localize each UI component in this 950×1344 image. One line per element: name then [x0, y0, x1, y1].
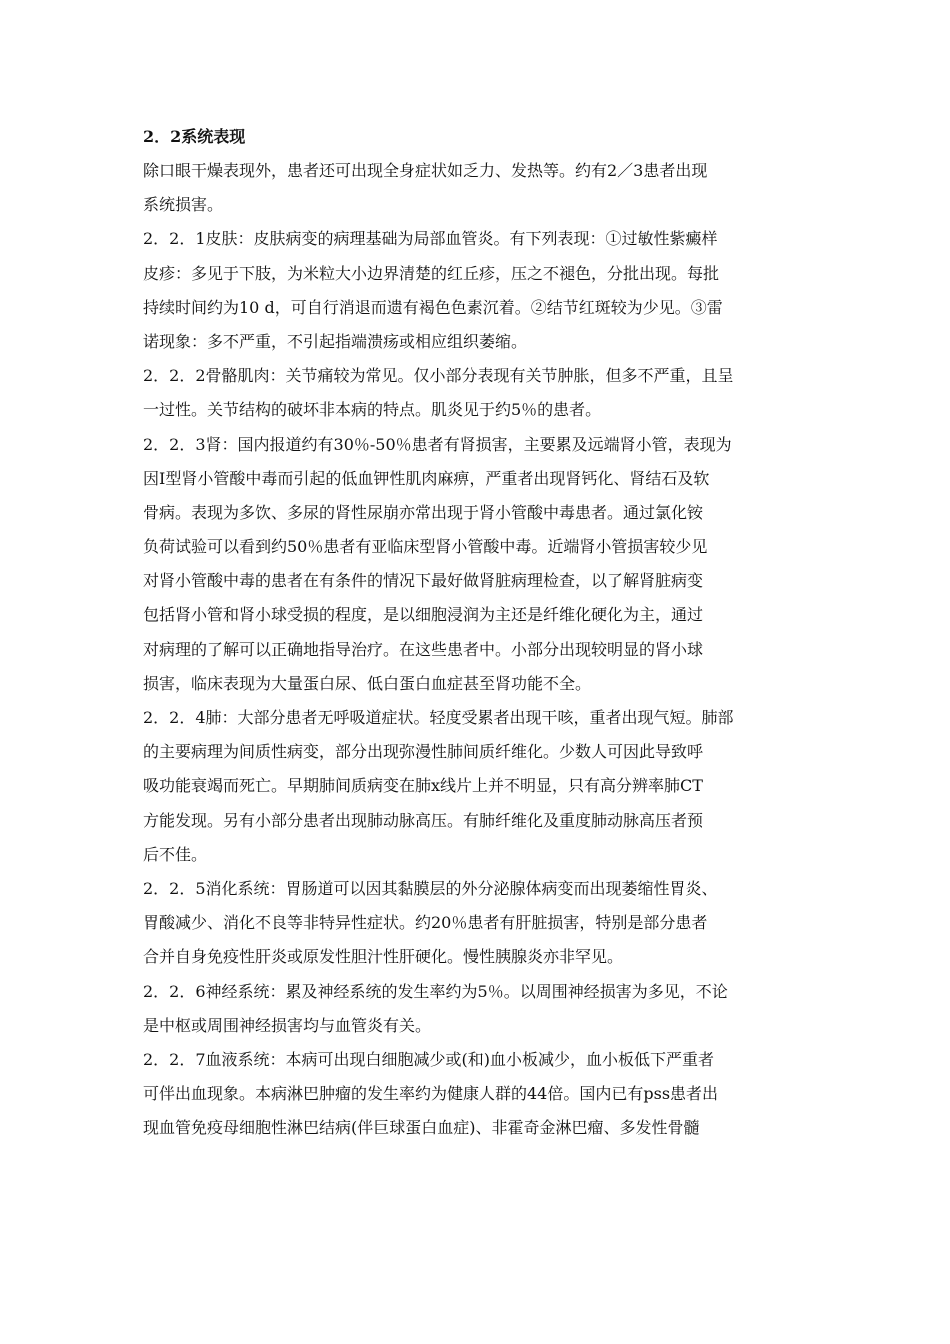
text-line: 2．2．6神经系统：累及神经系统的发生率约为5％。以周围神经损害为多见，不论	[143, 981, 728, 1001]
paragraph-intro	[143, 154, 808, 222]
text-line: 是中枢或周围神经损害均与血管炎有关。	[143, 1015, 432, 1035]
text-line: 2．2．2骨骼肌肉：关节痛较为常见。仅小部分表现有关节肿胀，但多不严重，且呈	[143, 366, 734, 386]
text-line: 除口眼干燥表现外，患者还可出现全身症状如乏力、发热等。约有2／3患者出现	[143, 161, 708, 180]
paragraph-blood	[143, 1043, 808, 1146]
document-page	[143, 120, 808, 1145]
section-heading: 2．2系统表现	[143, 127, 246, 146]
paragraph-kidney	[143, 428, 808, 702]
text-line: 骨病。表现为多饮、多尿的肾性尿崩亦常出现于肾小管酸中毒患者。通过氯化铵	[143, 502, 704, 522]
text-line: 系统损害。	[143, 195, 224, 215]
text-line: 现血管免疫母细胞性淋巴结病(伴巨球蛋白血症)、非霍奇金淋巴瘤、多发性骨髓	[143, 1118, 700, 1138]
text-line: 皮疹：多见于下肢，为米粒大小边界清楚的红丘疹，压之不褪色，分批出现。每批	[143, 263, 720, 283]
text-line: 2．2．1皮肤：皮肤病变的病理基础为局部血管炎。有下列表现：①过敏性紫癜样	[143, 229, 718, 249]
text-line: 后不佳。	[143, 844, 208, 864]
text-line: 包括肾小管和肾小球受损的程度，是以细胞浸润为主还是纤维化硬化为主，通过	[143, 605, 704, 625]
paragraph-musculoskeletal	[143, 359, 808, 427]
text-line: 方能发现。另有小部分患者出现肺动脉高压。有肺纤维化及重度肺动脉高压者预	[143, 810, 704, 830]
text-line: 负荷试验可以看到约50％患者有亚临床型肾小管酸中毒。近端肾小管损害较少见	[143, 537, 708, 557]
text-line: 2．2．4肺：大部分患者无呼吸道症状。轻度受累者出现干咳，重者出现气短。肺部	[143, 708, 734, 727]
text-line: 对病理的了解可以正确地指导治疗。在这些患者中。小部分出现较明显的肾小球	[143, 639, 704, 659]
paragraph-digestive	[143, 872, 808, 975]
text-line: 损害，临床表现为大量蛋白尿、低白蛋白血症甚至肾功能不全。	[143, 673, 592, 693]
text-line: 因I型肾小管酸中毒而引起的低血钾性肌肉麻痹，严重者出现肾钙化、肾结石及软	[143, 468, 710, 488]
text-line: 2．2．7血液系统：本病可出现白细胞减少或(和)血小板减少，血小板低下严重者	[143, 1049, 715, 1069]
text-line: 持续时间约为10 d，可自行消退而遗有褐色色素沉着。②结节红斑较为少见。③雷	[143, 297, 723, 317]
text-line: 可伴出血现象。本病淋巴肿瘤的发生率约为健康人群的44倍。国内已有pss患者出	[143, 1084, 719, 1104]
text-line: 一过性。关节结构的破坏非本病的特点。肌炎见于约5％的患者。	[143, 400, 602, 420]
text-line: 2．2．3肾：国内报道约有30％-50％患者有肾损害，主要累及远端肾小管，表现为	[143, 434, 732, 454]
text-line: 合并自身免疫性肝炎或原发性胆汁性肝硬化。慢性胰腺炎亦非罕见。	[143, 947, 624, 967]
paragraph-skin	[143, 222, 808, 359]
text-line: 吸功能衰竭而死亡。早期肺间质病变在肺x线片上并不明显，只有高分辨率肺CT	[143, 776, 703, 796]
text-line: 诺现象：多不严重，不引起指端溃疡或相应组织萎缩。	[143, 331, 528, 351]
text-line: 的主要病理为间质性病变，部分出现弥漫性肺间质纤维化。少数人可因此导致呼	[143, 742, 704, 762]
text-line: 2．2．5消化系统：胃肠道可以因其黏膜层的外分泌腺体病变而出现萎缩性胃炎、	[143, 878, 718, 898]
paragraph-nervous	[143, 975, 808, 1043]
text-line: 胃酸减少、消化不良等非特异性症状。约20％患者有肝脏损害，特别是部分患者	[143, 913, 708, 933]
paragraph-lung	[143, 701, 808, 872]
text-line: 对肾小管酸中毒的患者在有条件的情况下最好做肾脏病理检查，以了解肾脏病变	[143, 571, 704, 591]
